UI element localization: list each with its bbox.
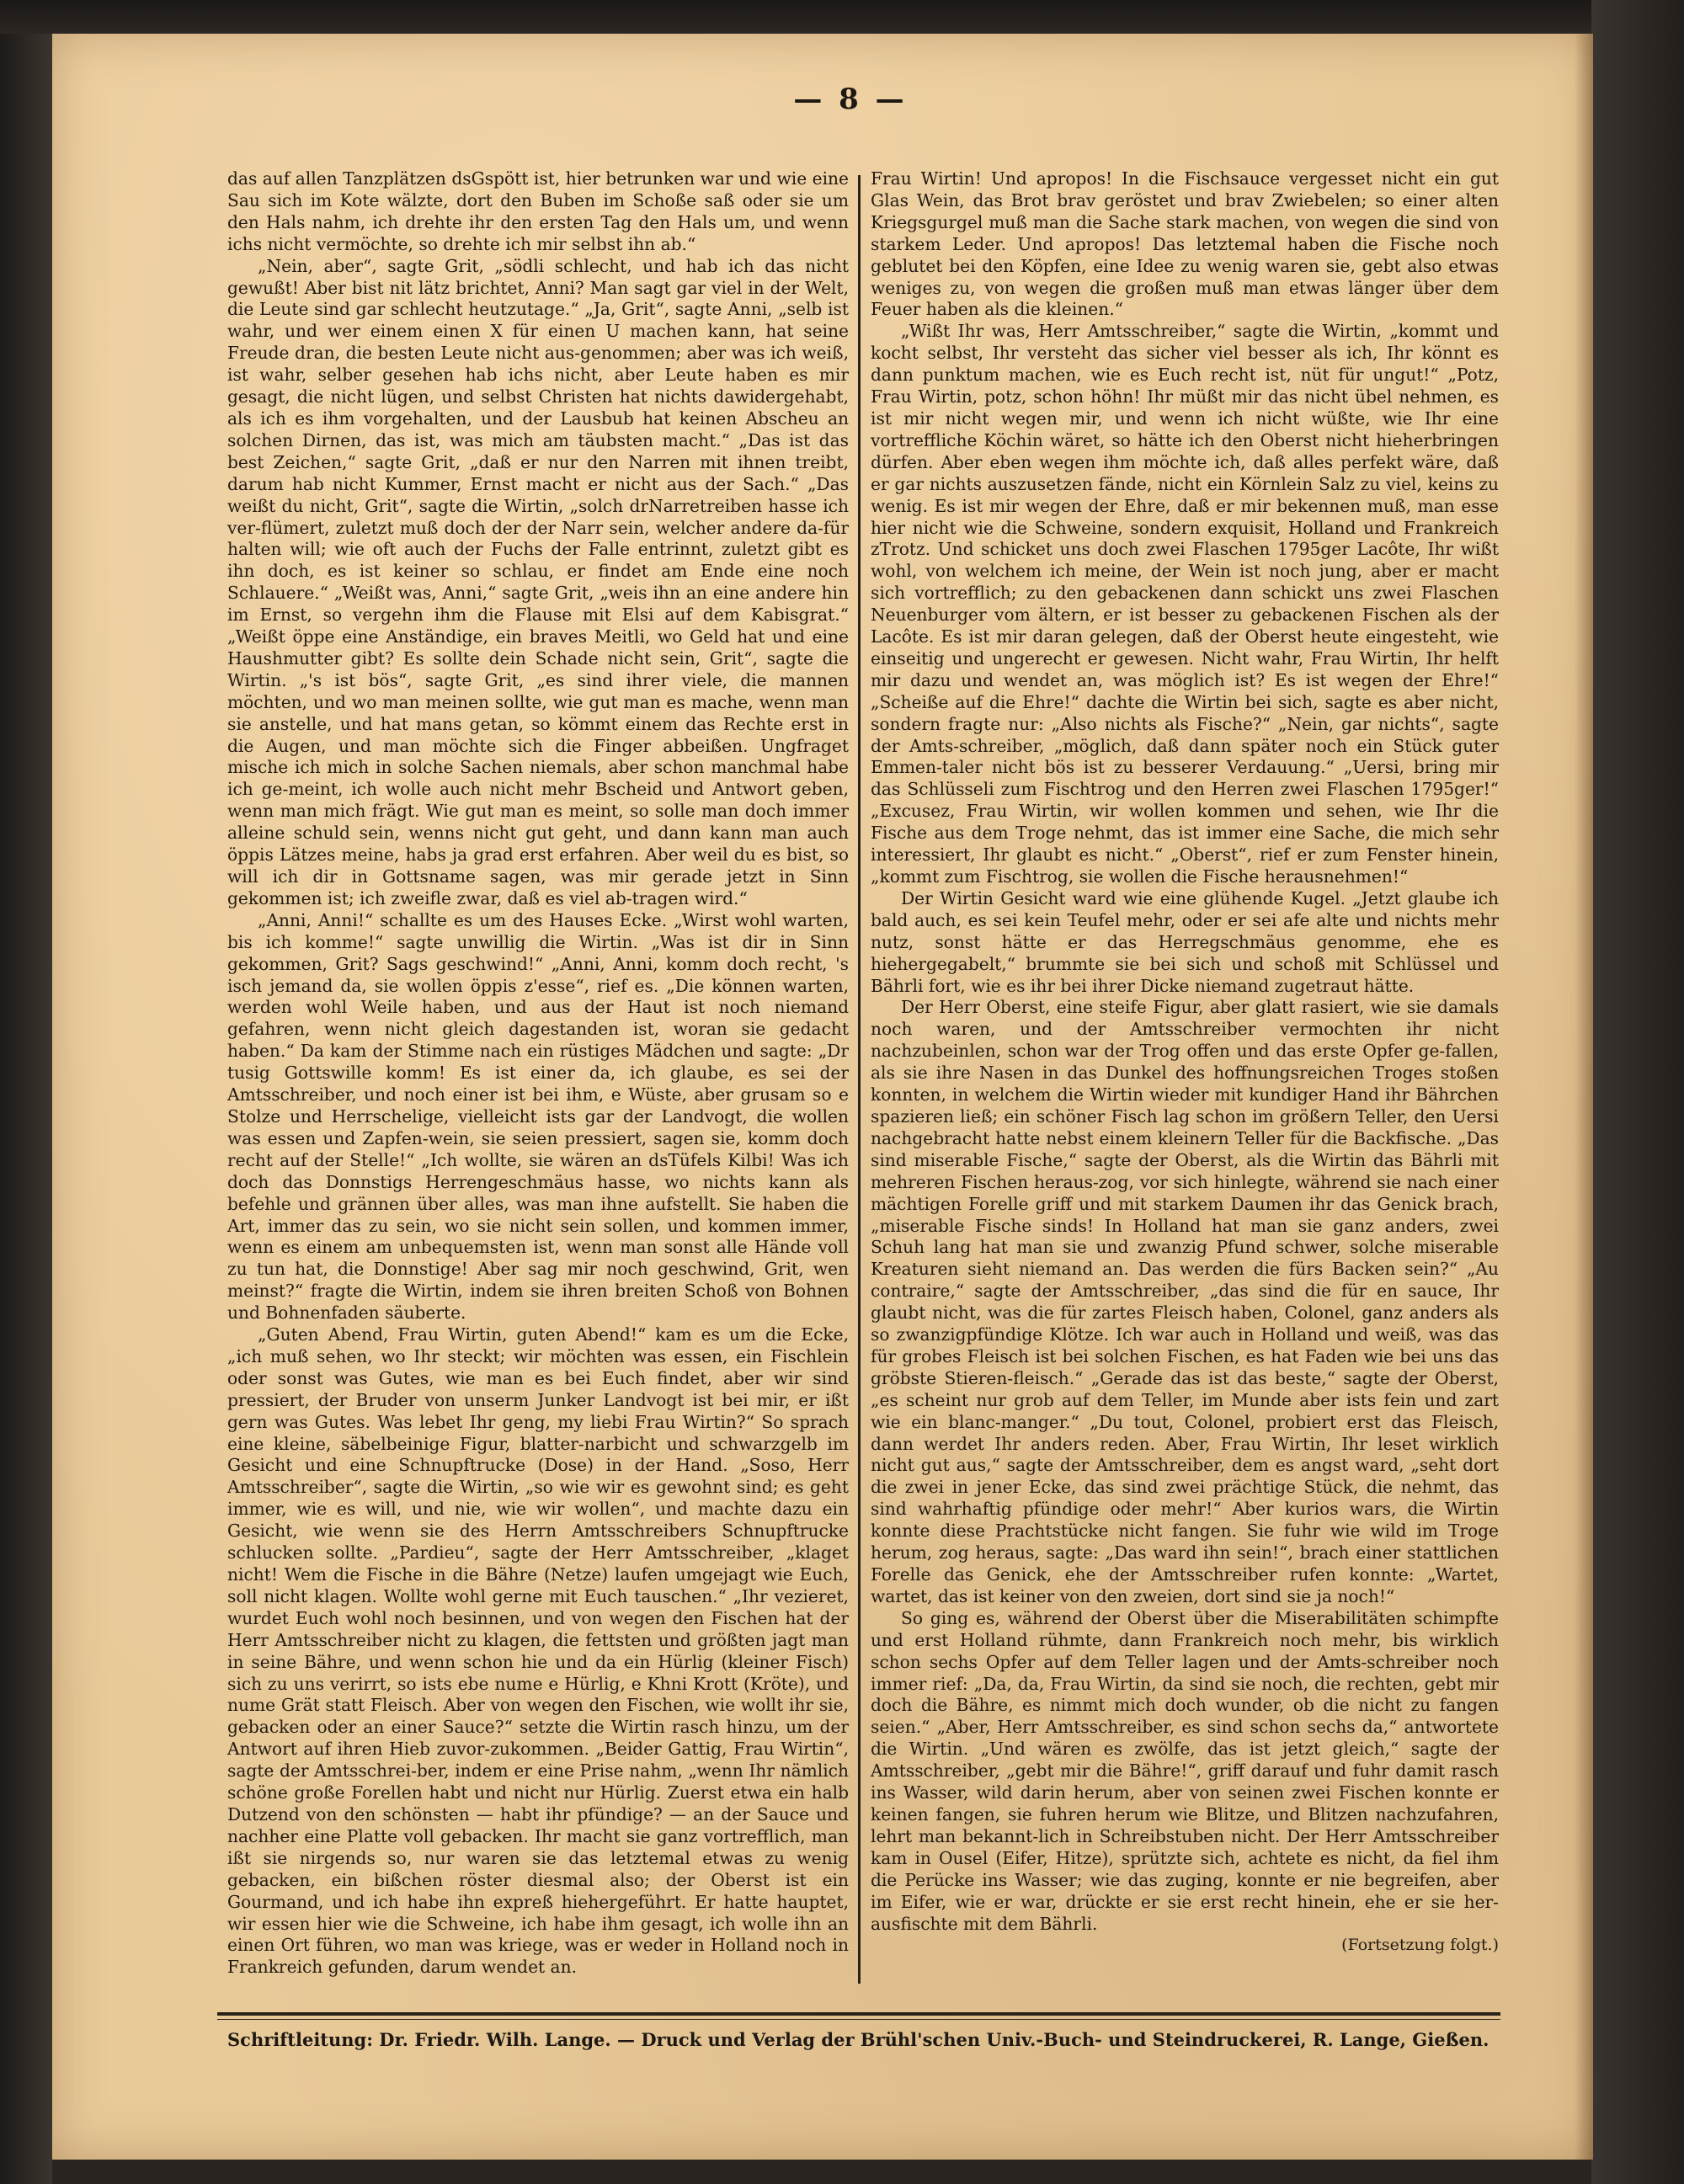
paper-edge [1575, 34, 1593, 2160]
imprint-footer: Schriftleitung: Dr. Friedr. Wilh. Lange. — Druck und Verlag der Brühl'schen Univ.-Buch- und Steindruckerei, R. Lange, Gießen. [227, 2029, 1489, 2050]
footer-rule [217, 2012, 1500, 2016]
page-number: — 8 — [793, 83, 908, 116]
left-paragraph-3: „Anni, Anni!“ schallte es um des Hauses Ecke. „Wirst wohl warten, bis ich komme!“ sagte unwillig die Wirtin. „Was ist dir in Sinn gekommen, Grit? Sags geschwind!“ „Anni, Anni, komm doch recht, 's isch jemand da, sie wollen öppis z'esse“, rief es. „Die können warten, werden wohl Weile haben, und aus der Haut ist noch niemand gefahren, wenn nicht gleich dagestanden ist, woran sie gedacht haben.“ Da kam der Stimme nach ein rüstiges Mädchen und sagte: „Dr tusig Gottswille komm! Es ist einer da, ich glaube, es sei der Amtsschreiber, und noch einer ist bei ihm, e Wüste, aber grusam so e Stolze und Herrschelige, vielleicht ists gar der Landvogt, die wollen was essen und Zapfen-wein, sie seien pressiert, sagen sie, komm doch recht auf der Stelle!“ „Ich wollte, sie wären an dsTüfels Kilbi! Was ich doch das Donnstigs Herrengeschmäus hasse, wo nichts kann als befehle und grännen über alles, was man ihne aufstellt. Sie haben die Art, immer das zu sein, wo sie nicht sein sollen, und kommen immer, wenn es einem am unbequemsten ist, wenn man sonst alle Hände voll zu tun hat, die Donnstige! Aber sag mir noch geschwind, Grit, wen meinst?“ fragte die Wirtin, indem sie ihren breiten Schoß von Bohnen und Bohnenfaden säuberte. [227, 909, 849, 1324]
scanner-margin-left [0, 0, 52, 2184]
scanner-margin-right [1591, 0, 1684, 2184]
left-column [227, 168, 849, 1979]
footer-rule-thin [217, 2019, 1500, 2020]
column-divider [858, 175, 861, 1984]
right-column [871, 168, 1499, 1957]
right-paragraph-2: „Wißt Ihr was, Herr Amtsschreiber,“ sagte die Wirtin, „kommt und kocht selbst, Ihr versteht das sicher viel besser als ich, Ihr könnt es dann punktum machen, wie es Euch recht ist, nüt für ungut!“ „Potz, Frau Wirtin, potz, schon höhn! Ihr müßt mir das nicht übel nehmen, es ist mir nicht wegen mir, und wenn ich nicht wüßte, wie Ihr eine vortreffliche Köchin wäret, so hätte ich den Oberst nicht hieherbringen dürfen. Aber eben wegen ihm möchte ich, daß alles perfekt wäre, daß er gar nichts auszusetzen fände, nicht ein Körnlein Salz zu viel, keins zu wenig. Es ist mir wegen der Ehre, daß er mir bekennen muß, man esse hier nicht wie die Schweine, sondern exquisit, Holland und Frankreich zTrotz. Und schicket uns doch zwei Flaschen 1795ger Lacôte, Ihr wißt wohl, von welchem ich meine, der Wein ist noch jung, aber er macht sich vortrefflich; zu den gebackenen dann schickt uns zwei Flaschen Neuenburger vom ältern, er ist besser zu gebackenen Fischen als der Lacôte. Es ist mir daran gelegen, daß der Oberst heute eingesteht, wie einseitig und ungerecht er gewesen. Nicht wahr, Frau Wirtin, Ihr helft mir dazu und wendet an, was möglich ist? Es ist wegen der Ehre!“ „Scheiße auf die Ehre!“ dachte die Wirtin bei sich, sagte es aber nicht, sondern fragte nur: „Also nichts als Fische?“ „Nein, gar nichts“, sagte der Amts-schreiber, „möglich, daß dann später noch ein Stück guter Emmen-taler nicht bös ist zu besserer Verdauung.“ „Uersi, bring mir das Schlüsseli zum Fischtrog und den Herren zwei Flaschen 1795ger!“ „Excusez, Frau Wirtin, wir wollen kommen und sehen, wie Ihr die Fische aus dem Troge nehmt, das ist immer eine Sache, die mich sehr interessiert, Ihr glaubt es nicht.“ „Oberst“, rief er zum Fenster hinein, „kommt zum Fischtrog, sie wollen die Fische herausnehmen!“ [871, 321, 1499, 887]
right-paragraph-1: Frau Wirtin! Und apropos! In die Fischsauce vergesset nicht ein gut Glas Wein, das Brot brav geröstet und brav Zwiebelen; so einer alten Kriegsgurgel muß man die Sache stark machen, von wegen die sind von starkem Leder. Und apropos! Das letztemal haben die Fische noch geblutet bei den Köpfen, eine Idee zu wenig waren sie, gebt also etwas weniges zu, von wegen die großen muß man etwas länger über dem Feuer haben als die kleinen.“ [871, 168, 1499, 320]
right-paragraph-3: Der Wirtin Gesicht ward wie eine glühende Kugel. „Jetzt glaube ich bald auch, es sei kein Teufel mehr, oder er sei afe alte und nichts mehr nutz, sonst hätte er das Herregschmäus genomme, ehe es hiehergegabelt,“ brummte sie bei sich und schoß mit Schlüssel und Bährli fort, wie es ihr bei ihrer Dicke niemand zugetraut hätte. [871, 887, 1499, 996]
right-paragraph-4: Der Herr Oberst, eine steife Figur, aber glatt rasiert, wie sie damals noch waren, und der Amtsschreiber vermochten ihr nicht nachzubeinlen, schon war der Trog offen und das erste Opfer ge-fallen, als sie ihre Nasen in das Dunkel des hoffnungsreichen Troges stoßen konnten, in welchem die Wirtin wieder mit kundiger Hand ihr Bährchen spazieren ließ; ein schöner Fisch lag schon im größern Teller, den Uersi nachgebracht hatte nebst einem kleinern Teller für die Backfische. „Das sind miserable Fische,“ sagte der Oberst, als die Wirtin das Bährli mit mehreren Fischen heraus-zog, vor sich hinlegte, während sie nach einer mächtigen Forelle griff und mit starkem Daumen ihr das Genick brach, „miserable Fische sinds! In Holland hat man sie ganz anders, zwei Schuh lang hat man sie und zwanzig Pfund schwer, solche miserable Kreaturen sieht niemand an. Das werden die fürs Backen sein?“ „Au contraire,“ sagte der Amtsschreiber, „das sind die für en sauce, Ihr glaubt nicht, was die für zartes Fleisch haben, Colonel, ganz anders als so zwanzigpfündige Klötze. Ich war auch in Holland und weiß, was das für grobes Fleisch ist bei solchen Fischen, es hat Faden wie bei uns das gröbste Stieren-fleisch.“ „Gerade das ist das beste,“ sagte der Oberst, „es scheint nur grob auf dem Teller, im Munde aber ists fein und zart wie ein blanc-manger.“ „Du tout, Colonel, probiert erst das Fleisch, dann werdet Ihr anders reden. Aber, Frau Wirtin, Ihr leset wirklich nicht gut aus,“ sagte der Amtsschreiber, dem es angst ward, „seht dort die zwei in jener Ecke, das sind zwei prächtige Stück, die nehmt, das sind wahrhaftig pfündige oder mehr!“ Aber kurios wars, die Wirtin konnte diese Prachtstücke nicht fangen. Sie fuhr wie wild im Troge herum, zog heraus, sagte: „Das ward ihn sein!“, brach einer stattlichen Forelle das Genick, ehe der Amtsschreiber rufen konnte: „Wartet, wartet, das ist keiner von den zweien, dort sind sie ja noch!“ [871, 997, 1499, 1606]
right-paragraph-5: So ging es, während der Oberst über die Miserabilitäten schimpfte und erst Holland rühmte, dann Frankreich noch mehr, bis wirklich schon sechs Opfer auf dem Teller lagen und der Amts-schreiber noch immer rief: „Da, da, Frau Wirtin, da sind sie noch, die rechten, gebt mir doch die Bähre, es nimmt mich doch wunder, ob die nicht zu fangen seien.“ „Aber, Herr Amtsschreiber, es sind schon sechs da,“ antwortete die Wirtin. „Und wären es zwölfe, das ist jetzt gleich,“ sagte der Amtsschreiber, „gebt mir die Bähre!“, griff darauf und fuhr damit rasch ins Wasser, wild darin herum, aber von seinen zwei Fischen konnte er keinen fangen, sie fuhren herum wie Blitze, und Blitzen nachzufahren, lehrt man bekannt-lich in Schreibstuben nicht. Der Herr Amtsschreiber kam in Ousel (Eifer, Hitze), sprützte sich, achtete es nicht, da fiel ihm die Perücke ins Wasser; wie das zuging, konnte er nie begreifen, aber im Eifer, wie er war, drückte er sie erst recht hinein, ehe er sie her-ausfischte mit dem Bährli. [871, 1607, 1499, 1934]
continuation-note: (Fortsetzung folgt.) [1341, 1936, 1499, 1955]
left-paragraph-2: „Nein, aber“, sagte Grit, „södli schlecht, und hab ich das nicht gewußt! Aber bist nit lätz brichtet, Anni? Man sagt gar viel in der Welt, die Leute sind gar schlecht heutzutage.“ „Ja, Grit“, sagte Anni, „selb ist wahr, und wer einem einen X für einen U machen kann, hat seine Freude dran, die besten Leute nicht aus-genommen; aber was ich weiß, ist wahr, selber gesehen hab ichs nicht, aber Leute haben es mir gesagt, die nicht lügen, und selbst Christen hat nichts dawidergehabt, als ich es ihm vorgehalten, und der Lausbub hat keinen Abscheu an solchen Dirnen, das ist, was mich am täubsten macht.“ „Das ist das best Zeichen,“ sagte Grit, „daß er nur den Narren mit ihnen treibt, darum hab nicht Kummer, Ernst macht er nicht aus der Sach.“ „Das weißt du nicht, Grit“, sagte die Wirtin, „solch drNarretreiben hasse ich ver-flümert, zuletzt muß doch der der Narr sein, welcher andere da-für halten will; wie oft auch der Fuchs der Falle entrinnt, zuletzt gibt es ihn doch, es ist keiner so schlau, er findet am Ende eine noch Schlauere.“ „Weißt was, Anni,“ sagte Grit, „weis ihn an eine andere hin im Ernst, so vergehn ihm die Flause mit Elsi auf dem Kabisgrat.“ „Weißt öppe eine Anständige, ein braves Meitli, wo Geld hat und eine Haushmutter gibt? Es sollte dein Schade nicht sein, Grit“, sagte die Wirtin. „'s ist bös“, sagte Grit, „es sind ihrer viele, die mannen möchten, und wo man meinen sollte, wie gut man es mache, wenn man sie anstelle, und hat mans getan, so kömmt einem das Rechte erst in die Augen, und man möchte sich die Finger abbeißen. Ungfraget mische ich mich in solche Sachen niemals, aber schon manchmal habe ich ge-meint, ich wolle auch nicht mehr Bscheid und Antwort geben, wenn man mich frägt. Wie gut man es meint, so solle man doch immer alleine schuld sein, wenns nicht gut geht, und dann kann man auch öppis Lätzes meine, habs ja grad erst erfahren. Aber weil du es bist, so will ich dir in Gottsname sagen, was mir gerade jetzt in Sinn gekommen ist; ich zweifle zwar, daß es viel ab-tragen wird.“ [227, 255, 849, 908]
scanner-margin-top [0, 0, 1684, 34]
left-paragraph-4: „Guten Abend, Frau Wirtin, guten Abend!“ kam es um die Ecke, „ich muß sehen, wo Ihr steckt; wir möchten was essen, ein Fischlein oder sonst was Gutes, wie man es bei Euch findet, aber wir sind pressiert, der Bruder von unserm Junker Landvogt ist bei mir, er ißt gern was Gutes. Was lebet Ihr geng, my liebi Frau Wirtin?“ So sprach eine kleine, säbelbeinige Figur, blatter-narbicht und schwarzgelb im Gesicht und eine Schnupftrucke (Dose) in der Hand. „Soso, Herr Amtsschreiber“, sagte die Wirtin, „so wie wir es gewohnt sind; es geht immer, wie es will, und nie, wie wir wollen“, und machte dazu ein Gesicht, wie wenn sie des Herrn Amtsschreibers Schnupftrucke schlucken sollte. „Pardieu“, sagte der Herr Amtsschreiber, „klaget nicht! Wem die Fische in die Bähre (Netze) laufen umgejagt wie Euch, soll nicht klagen. Wollte wohl gerne mit Euch tauschen.“ „Ihr vezieret, wurdet Euch wohl noch besinnen, und von wegen den Fischen hat der Herr Amtsschreiber nicht zu klagen, die fettsten und größten jagt man in seine Bähre, und wenn schon hie und da ein Hürlig (kleiner Fisch) sich zu uns verirrt, so ists ebe nume e Hürlig, e Khni Krott (Kröte), und nume Grät statt Fleisch. Aber von wegen den Fischen, wie wollt ihr sie, gebacken oder an einer Sauce?“ setzte die Wirtin rasch hinzu, um der Antwort auf ihren Hieb zuvor-zukommen. „Beider Gattig, Frau Wirtin“, sagte der Amtsschrei-ber, indem er eine Prise nahm, „wenn Ihr nämlich schöne große Forellen habt und nicht nur Hürlig. Zuerst etwa ein halb Dutzend von den schönsten — habt ihr pfündige? — an der Sauce und nachher eine Platte voll gebacken. Ihr macht sie ganz vortrefflich, man ißt sie nirgends so, nur waren sie das letztemal etwas zu wenig gebacken, ein bißchen röster diesmal also; der Oberst ist ein Gourmand, und ich habe ihn expreß hiehergeführt. Er hatte hauptet, wir essen hier wie die Schweine, ich habe ihm gesagt, ich wolle ihn an einen Ort führen, wo man was kriege, was er weder in Holland noch in Frankreich gefunden, darum wendet an. [227, 1324, 849, 1978]
left-paragraph-1: das auf allen Tanzplätzen dsGspött ist, hier betrunken war und wie eine Sau sich im Kote wälzte, dort den Buben im Schoße saß oder sie um den Hals nahm, ich drehte ihr den ersten Tag den Hals um, und wenn ichs nicht vermöchte, so drehte ich mir selbst ihn ab.“ [227, 168, 849, 254]
